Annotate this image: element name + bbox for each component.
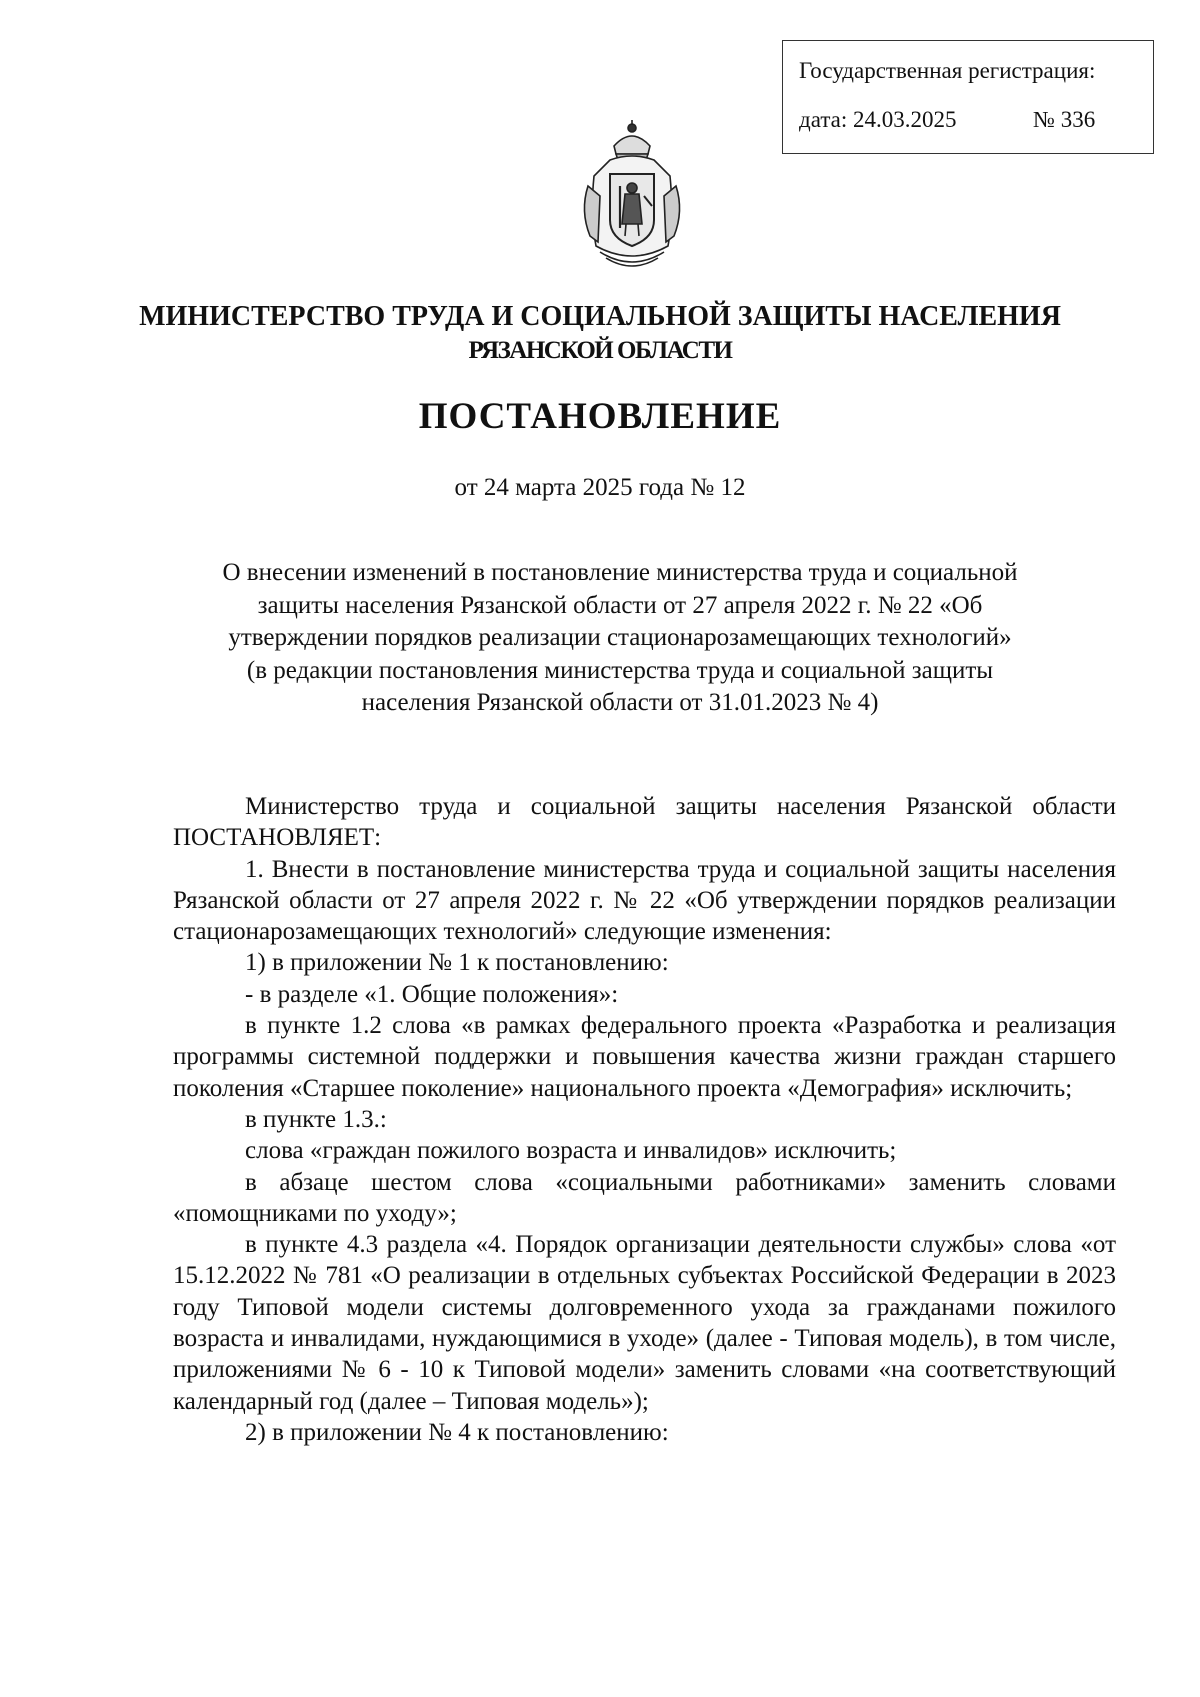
coat-of-arms-icon bbox=[570, 116, 694, 274]
body-paragraph: в пункте 1.2 слова «в рамках федерального проекта «Разработка и реализация программы системной поддержки и повышения качества жизни граждан старшего поколения «Старшее поколение» национального проекта «Демография» исключить; bbox=[173, 1012, 1116, 1102]
subject-line: (в редакции постановления министерства труда и социальной защиты bbox=[246, 656, 994, 684]
subject-line: защиты населения Рязанской области от 27 апреля 2022 г. № 22 «Об bbox=[257, 591, 983, 619]
document-subject bbox=[170, 557, 1070, 720]
body-paragraph: слова «граждан пожилого возраста и инвалидов» исключить; bbox=[245, 1137, 897, 1165]
body-paragraph: - в разделе «1. Общие положения»: bbox=[245, 980, 619, 1008]
body-paragraph: в абзаце шестом слова «социальными работниками» заменить словами «помощниками по уходу»; bbox=[173, 1168, 1116, 1227]
document-date: от 24 марта 2025 года № 12 bbox=[454, 474, 746, 501]
registration-date: дата: 24.03.2025 bbox=[799, 107, 957, 132]
body-paragraph: 1) в приложении № 1 к постановлению: bbox=[245, 949, 669, 977]
ministry-name-line2: РЯЗАНСКОЙ ОБЛАСТИ bbox=[468, 337, 732, 364]
body-paragraph: 1. Внести в постановление министерства труда и социальной защиты населения Рязанской области от 27 апреля 2022 г. № 22 «Об утверждении порядков реализации стационарозамещающих технологий» следующие изменения: bbox=[173, 855, 1116, 946]
subject-line: населения Рязанской области от 31.01.2023 № 4) bbox=[361, 689, 879, 717]
body-paragraph: в пункте 4.3 раздела «4. Порядок организации деятельности службы» слова «от 15.12.2022 № 781 «О реализации в отдельных субъектах Российской Федерации в 2023 году Типовой модели системы долговременного ухода за гражданами пожилого возраста и инвалидами, нуждающимися в уходе» (далее - Типовая модель), в том числе, приложениями № 6 - 10 к Типовой модели» заменить словами «на соответствующий календарный год (далее – Типовая модель»); bbox=[173, 1231, 1116, 1415]
registration-number: № 336 bbox=[1033, 107, 1096, 132]
document-body bbox=[173, 791, 1116, 1448]
registration-details bbox=[799, 108, 1153, 131]
body-paragraph: в пункте 1.3.: bbox=[245, 1105, 387, 1133]
body-paragraph: Министерство труда и социальной защиты населения Рязанской области ПОСТАНОВЛЯЕТ: bbox=[173, 793, 1116, 852]
registration-title: Государственная регистрация: bbox=[799, 58, 1096, 83]
subject-line: утверждении порядков реализации стационарозамещающих технологий» bbox=[228, 624, 1012, 652]
document-type: ПОСТАНОВЛЕНИЕ bbox=[418, 396, 782, 437]
registration-stamp bbox=[782, 40, 1154, 154]
subject-line: О внесении изменений в постановление министерства труда и социальной bbox=[222, 559, 1018, 586]
body-paragraph: 2) в приложении № 4 к постановлению: bbox=[245, 1418, 669, 1446]
ministry-name bbox=[0, 300, 1200, 368]
ministry-name-line1: МИНИСТЕРСТВО ТРУДА И СОЦИАЛЬНОЙ ЗАЩИТЫ НАСЕЛЕНИЯ bbox=[139, 301, 1061, 332]
